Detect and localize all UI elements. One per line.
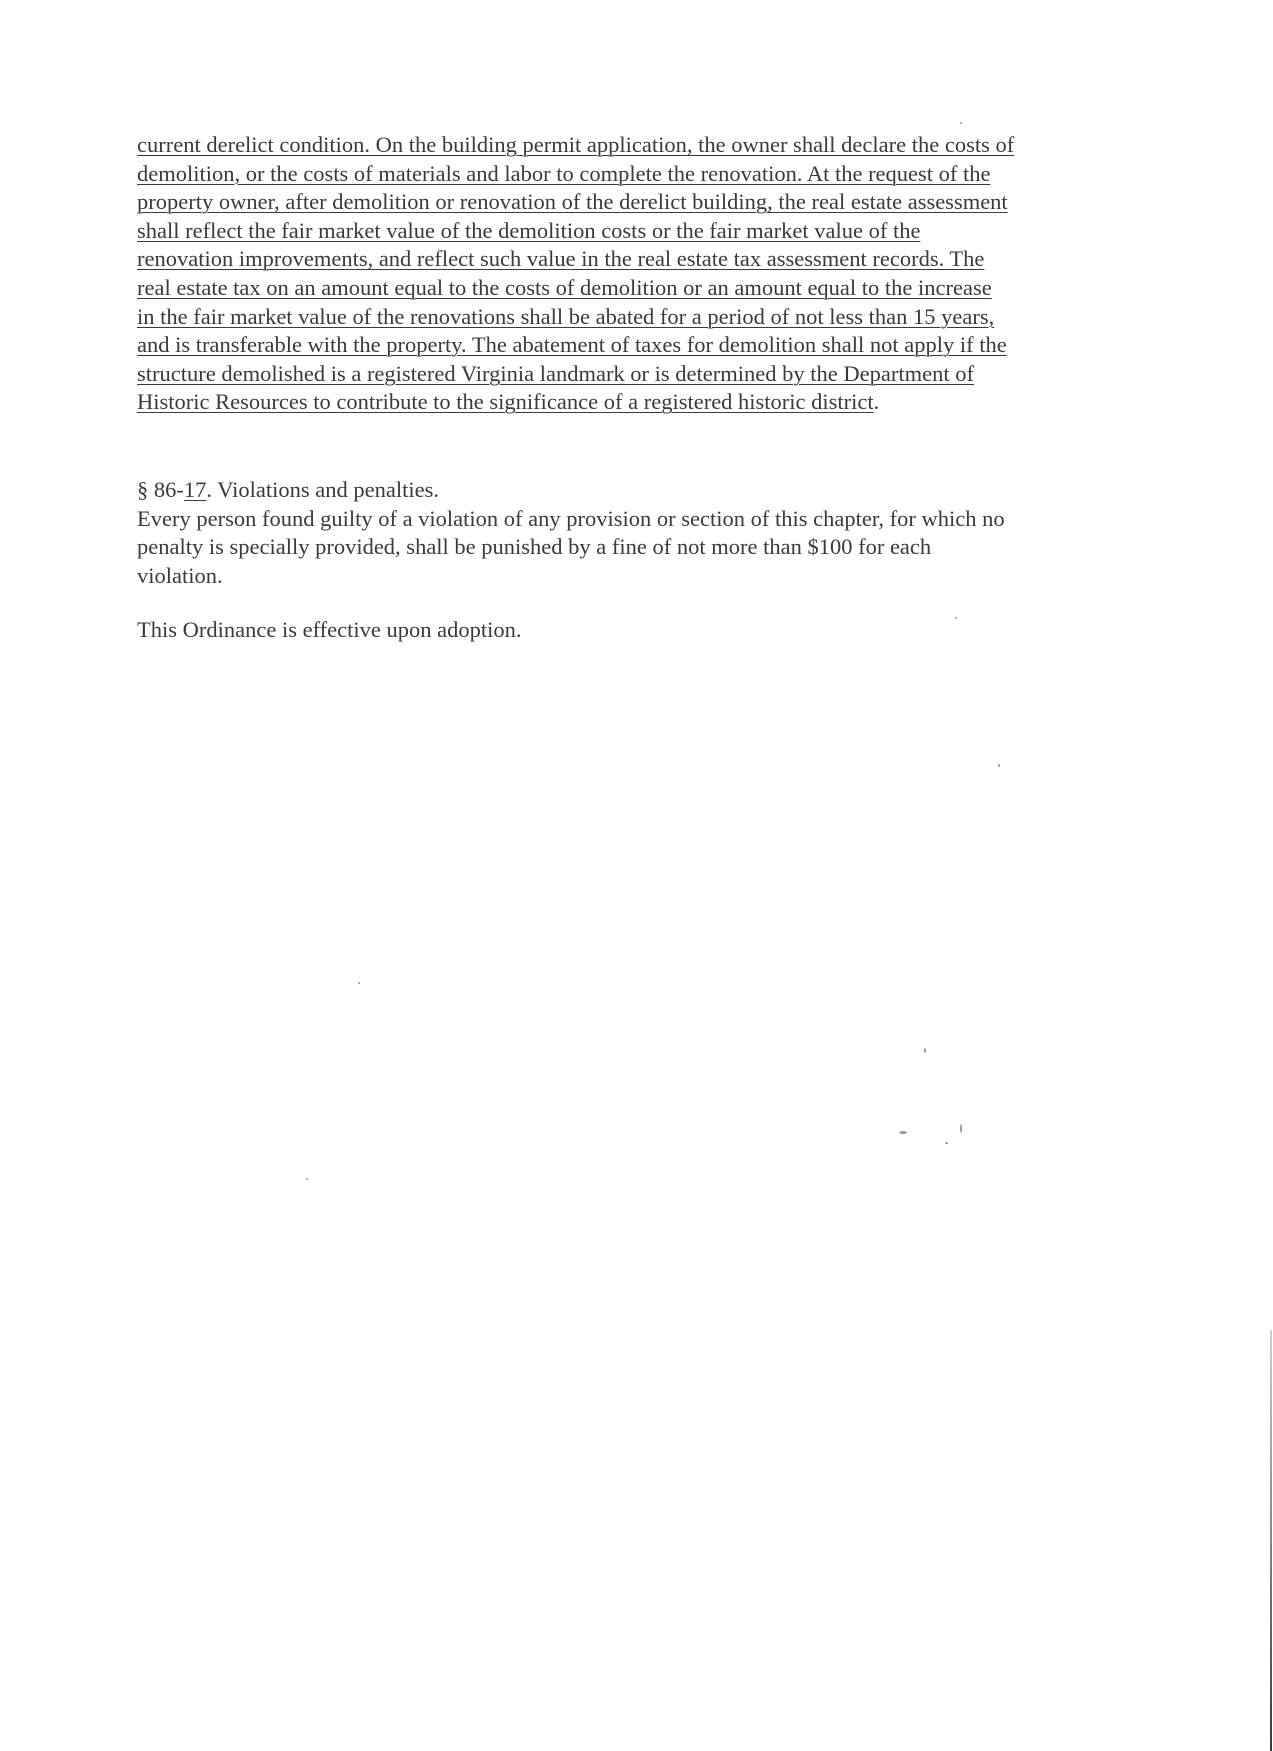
scan-speck <box>306 1178 308 1180</box>
paragraph-line: real estate tax on an amount equal to the costs of demolition or an amount equal to the increase <box>137 274 992 300</box>
paragraph-line: property owner, after demolition or renovation of the derelict building, the real estate assessment <box>137 189 1008 215</box>
paragraph-line: structure demolished is a registered Virginia landmark or is determined by the Department of <box>137 360 974 386</box>
section-prefix: § 86- <box>137 477 184 502</box>
scan-speck <box>955 617 957 619</box>
paragraph-line: renovation improvements, and reflect such value in the real estate tax assessment records. The <box>137 246 985 272</box>
scan-edge-shadow <box>1270 1330 1272 1751</box>
section-number: 17 <box>183 477 207 502</box>
section-body-line: Every person found guilty of a violation of any provision or section of this chapter, for which no <box>137 505 1005 531</box>
amendment-paragraph <box>137 131 1137 417</box>
paragraph-line: in the fair market value of the renovations shall be abated for a period of not less than 15 years, <box>137 303 995 329</box>
paragraph-line: Historic Resources to contribute to the significance of a registered historic district. <box>137 389 880 415</box>
scan-speck <box>960 1124 962 1133</box>
paragraph-line: and is transferable with the property. The abatement of taxes for demolition shall not apply if the <box>137 332 1007 358</box>
section-heading <box>137 476 1137 505</box>
scan-speck <box>960 122 962 124</box>
paragraph-end-period: . <box>873 389 880 415</box>
section-title: . Violations and penalties. <box>206 477 439 502</box>
closing-statement: This Ordinance is effective upon adoption. <box>137 617 522 642</box>
scan-speck <box>945 1142 948 1144</box>
paragraph-line: current derelict condition. On the building permit application, the owner shall declare the costs of <box>137 132 1015 157</box>
scan-speck <box>358 982 360 984</box>
paragraph-line: shall reflect the fair market value of the demolition costs or the fair market value of the <box>137 217 921 243</box>
scan-speck <box>899 1131 907 1134</box>
section-violations <box>137 476 1137 590</box>
section-body-line: violation. <box>137 562 223 588</box>
paragraph-line: demolition, or the costs of materials and labor to complete the renovation. At the request of the <box>137 160 991 186</box>
scan-speck <box>998 764 1000 767</box>
section-body-line: penalty is specially provided, shall be punished by a fine of not more than $100 for each <box>137 534 932 559</box>
scan-speck <box>924 1048 926 1053</box>
